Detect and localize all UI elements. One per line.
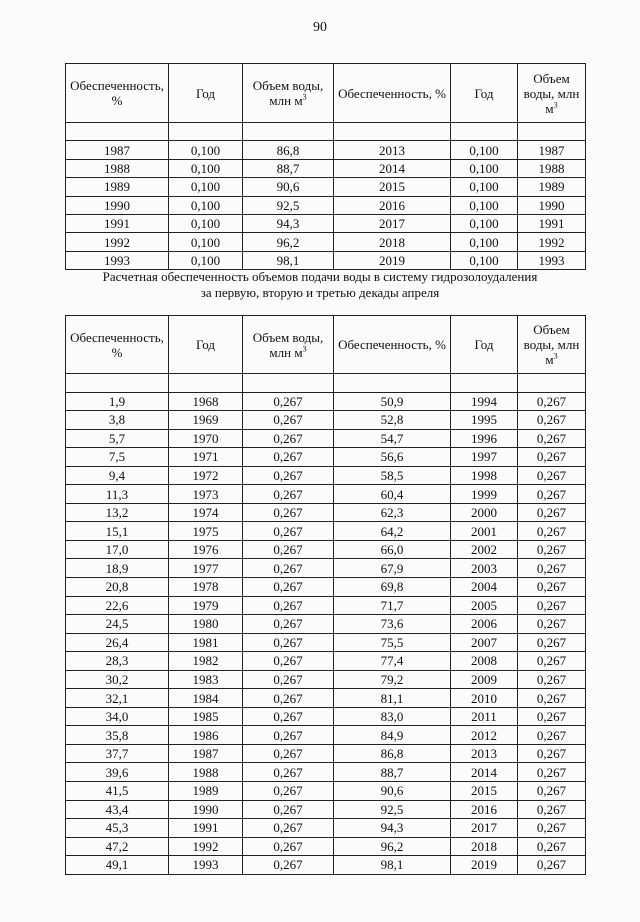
table-cell: 0,267 [243, 670, 334, 689]
table-cell: 2001 [451, 522, 518, 541]
table-cell: 0,267 [518, 763, 586, 782]
table-cell: 0,267 [518, 633, 586, 652]
table-cell: 1989 [66, 178, 169, 196]
table-cell: 0,100 [451, 178, 518, 196]
table-cell: 24,5 [66, 615, 169, 634]
table-cell: 1,9 [66, 392, 169, 411]
table-row [66, 466, 586, 485]
table-row [66, 615, 586, 634]
table-cell: 90,6 [243, 178, 334, 196]
table-cell: 81,1 [334, 689, 451, 708]
table-cell: 2014 [451, 763, 518, 782]
table-cell: 2006 [451, 615, 518, 634]
table-header-row [66, 316, 586, 374]
table-cell: 83,0 [334, 707, 451, 726]
table-cell: 73,6 [334, 615, 451, 634]
table-row [66, 251, 586, 269]
table-cell: 50,9 [334, 392, 451, 411]
table-row [66, 159, 586, 177]
table-row [66, 178, 586, 196]
header-volume-text: Объем воды, млн м [252, 78, 324, 108]
table-cell: 0,267 [243, 707, 334, 726]
separator-cell [66, 123, 169, 141]
table-cell: 11,3 [66, 485, 169, 504]
table-row [66, 689, 586, 708]
table-cell: 69,8 [334, 578, 451, 597]
table-cell: 56,6 [334, 448, 451, 467]
table-cell: 13,2 [66, 503, 169, 522]
table-cell: 1976 [169, 540, 243, 559]
table-cell: 1972 [169, 466, 243, 485]
header-year: Год [169, 316, 243, 374]
separator-cell [169, 374, 243, 393]
table-cell: 1988 [66, 159, 169, 177]
table-cell: 1986 [169, 726, 243, 745]
header-year: Год [451, 316, 518, 374]
table-cell: 94,3 [243, 214, 334, 232]
table-cell: 45,3 [66, 819, 169, 838]
table-cell: 3,8 [66, 411, 169, 430]
header-probability: Обеспеченность, % [334, 316, 451, 374]
table-row [66, 726, 586, 745]
table-row [66, 596, 586, 615]
table-cell: 88,7 [334, 763, 451, 782]
table-cell: 1974 [169, 503, 243, 522]
header-year: Год [451, 64, 518, 123]
table-cell: 0,267 [243, 615, 334, 634]
header-separator [66, 123, 586, 141]
separator-cell [518, 123, 586, 141]
table-cell: 0,267 [518, 559, 586, 578]
table-cell: 0,267 [518, 522, 586, 541]
table-cell: 2014 [334, 159, 451, 177]
table-cell: 1992 [169, 837, 243, 856]
table-cell: 35,8 [66, 726, 169, 745]
table-cell: 20,8 [66, 578, 169, 597]
header-volume [243, 64, 334, 123]
caption-line-2: за первую, вторую и третью декады апреля [200, 285, 440, 300]
table-row [66, 578, 586, 597]
table-cell: 1996 [451, 429, 518, 448]
table-cell: 2008 [451, 652, 518, 671]
table-cell: 2019 [334, 251, 451, 269]
table-cell: 0,267 [243, 466, 334, 485]
table-cell: 0,267 [243, 782, 334, 801]
table-cell: 0,100 [169, 141, 243, 159]
table-cell: 30,2 [66, 670, 169, 689]
table-cell: 47,2 [66, 837, 169, 856]
table-cell: 2009 [451, 670, 518, 689]
table-cell: 2016 [451, 800, 518, 819]
table-row [66, 429, 586, 448]
table-cell: 2000 [451, 503, 518, 522]
table-cell: 5,7 [66, 429, 169, 448]
table-cell: 1982 [169, 652, 243, 671]
table-cell: 0,267 [518, 652, 586, 671]
table-cell: 52,8 [334, 411, 451, 430]
header-year: Год [169, 64, 243, 123]
header-volume-sup: 3 [553, 100, 558, 110]
table-cell: 66,0 [334, 540, 451, 559]
table-cell: 1988 [518, 159, 586, 177]
table-cell: 0,267 [518, 726, 586, 745]
header-probability: Обеспеченность, % [334, 64, 451, 123]
separator-cell [243, 374, 334, 393]
table-cell: 67,9 [334, 559, 451, 578]
table-cell: 0,267 [243, 522, 334, 541]
table-cell: 0,267 [518, 800, 586, 819]
header-probability: Обеспеченность, % [66, 64, 169, 123]
table-cell: 1981 [169, 633, 243, 652]
table-cell: 0,267 [243, 503, 334, 522]
table-cell: 32,1 [66, 689, 169, 708]
table-cell: 1968 [169, 392, 243, 411]
table-cell: 96,2 [334, 837, 451, 856]
header-volume [518, 316, 586, 374]
table-cell: 0,267 [518, 392, 586, 411]
table-row [66, 763, 586, 782]
header-separator [66, 374, 586, 393]
separator-cell [451, 123, 518, 141]
table-cell: 0,267 [243, 448, 334, 467]
separator-cell [451, 374, 518, 393]
table-cell: 1971 [169, 448, 243, 467]
table-cell: 0,100 [169, 214, 243, 232]
table-cell: 1983 [169, 670, 243, 689]
table-cell: 2012 [451, 726, 518, 745]
table-cell: 28,3 [66, 652, 169, 671]
table-cell: 1985 [169, 707, 243, 726]
table-cell: 1990 [169, 800, 243, 819]
table-cell: 0,267 [243, 485, 334, 504]
table-cell: 2004 [451, 578, 518, 597]
table-cell: 2016 [334, 196, 451, 214]
table-cell: 0,100 [451, 251, 518, 269]
page-number: 90 [313, 20, 327, 35]
table-cell: 92,5 [334, 800, 451, 819]
table-row [66, 652, 586, 671]
table-row [66, 503, 586, 522]
separator-cell [66, 374, 169, 393]
table-cell: 79,2 [334, 670, 451, 689]
table-cell: 54,7 [334, 429, 451, 448]
table-row [66, 233, 586, 251]
table-cell: 41,5 [66, 782, 169, 801]
table-cell: 1969 [169, 411, 243, 430]
table-cell: 1997 [451, 448, 518, 467]
separator-cell [518, 374, 586, 393]
table-top [65, 63, 586, 270]
table-row [66, 782, 586, 801]
table-cell: 0,267 [243, 652, 334, 671]
table-row [66, 485, 586, 504]
table-cell: 96,2 [243, 233, 334, 251]
table-cell: 43,4 [66, 800, 169, 819]
table-cell: 0,267 [243, 596, 334, 615]
table-cell: 58,5 [334, 466, 451, 485]
table-cell: 77,4 [334, 652, 451, 671]
table-cell: 0,267 [518, 448, 586, 467]
table-cell: 0,267 [243, 411, 334, 430]
table-row [66, 633, 586, 652]
table-caption [0, 269, 640, 301]
table-cell: 0,267 [518, 540, 586, 559]
separator-cell [243, 123, 334, 141]
table-cell: 0,267 [243, 819, 334, 838]
table-cell: 2005 [451, 596, 518, 615]
table-cell: 0,267 [518, 744, 586, 763]
table-cell: 1980 [169, 615, 243, 634]
table-cell: 2013 [334, 141, 451, 159]
table-cell: 1970 [169, 429, 243, 448]
header-volume-sup: 3 [302, 92, 307, 102]
table-cell: 2010 [451, 689, 518, 708]
table-cell: 22,6 [66, 596, 169, 615]
table-cell: 49,1 [66, 856, 169, 875]
table-cell: 1993 [66, 251, 169, 269]
table-cell: 71,7 [334, 596, 451, 615]
table-cell: 0,267 [243, 540, 334, 559]
table-cell: 0,267 [243, 763, 334, 782]
header-volume-text: Объем воды, млн м [523, 322, 580, 367]
table-cell: 37,7 [66, 744, 169, 763]
table-cell: 94,3 [334, 819, 451, 838]
table-cell: 1987 [66, 141, 169, 159]
table-cell: 1973 [169, 485, 243, 504]
table-cell: 2018 [334, 233, 451, 251]
table-cell: 1990 [66, 196, 169, 214]
table-cell: 1995 [451, 411, 518, 430]
table-cell: 0,267 [518, 429, 586, 448]
table-cell: 0,267 [243, 744, 334, 763]
table-cell: 0,100 [169, 196, 243, 214]
table-cell: 0,100 [169, 178, 243, 196]
table-row [66, 214, 586, 232]
table-cell: 2017 [334, 214, 451, 232]
table-cell: 0,267 [243, 800, 334, 819]
table-row [66, 448, 586, 467]
table-row [66, 837, 586, 856]
table-cell: 2019 [451, 856, 518, 875]
table-cell: 0,267 [243, 578, 334, 597]
table-row [66, 800, 586, 819]
table-cell: 0,267 [243, 856, 334, 875]
table-cell: 2013 [451, 744, 518, 763]
table-cell: 2015 [451, 782, 518, 801]
table-cell: 0,267 [243, 429, 334, 448]
table-cell: 0,267 [518, 707, 586, 726]
table-cell: 1978 [169, 578, 243, 597]
table-cell: 0,100 [451, 196, 518, 214]
table-cell: 84,9 [334, 726, 451, 745]
table-cell: 0,267 [518, 819, 586, 838]
table-cell: 98,1 [243, 251, 334, 269]
table-cell: 1991 [518, 214, 586, 232]
header-volume-sup: 3 [302, 344, 307, 354]
table-cell: 88,7 [243, 159, 334, 177]
table-cell: 0,267 [243, 392, 334, 411]
header-volume [518, 64, 586, 123]
table-row [66, 141, 586, 159]
table-cell: 9,4 [66, 466, 169, 485]
table-cell: 15,1 [66, 522, 169, 541]
table-cell: 1979 [169, 596, 243, 615]
table-cell: 2018 [451, 837, 518, 856]
header-probability: Обеспеченность, % [66, 316, 169, 374]
table-cell: 98,1 [334, 856, 451, 875]
table-cell: 0,100 [451, 214, 518, 232]
table-cell: 75,5 [334, 633, 451, 652]
table-cell: 0,267 [518, 856, 586, 875]
table-cell: 92,5 [243, 196, 334, 214]
table-cell: 1984 [169, 689, 243, 708]
table-row [66, 744, 586, 763]
table-cell: 26,4 [66, 633, 169, 652]
header-volume [243, 316, 334, 374]
table-cell: 1991 [66, 214, 169, 232]
table-row [66, 819, 586, 838]
separator-cell [334, 123, 451, 141]
table-cell: 2011 [451, 707, 518, 726]
table-cell: 1992 [66, 233, 169, 251]
table-cell: 1994 [451, 392, 518, 411]
table-cell: 0,100 [169, 159, 243, 177]
header-volume-text: Объем воды, млн м [523, 70, 580, 116]
table-cell: 2007 [451, 633, 518, 652]
table-cell: 0,267 [518, 596, 586, 615]
table-cell: 1990 [518, 196, 586, 214]
separator-cell [334, 374, 451, 393]
table-cell: 0,267 [518, 503, 586, 522]
table-cell: 2017 [451, 819, 518, 838]
table-cell: 2002 [451, 540, 518, 559]
table-cell: 17,0 [66, 540, 169, 559]
table-row [66, 707, 586, 726]
table-cell: 0,267 [518, 485, 586, 504]
table-row [66, 522, 586, 541]
caption-line-1: Расчетная обеспеченность объемов подачи воды в систему гидрозолоудаления [102, 269, 538, 284]
table-cell: 0,100 [169, 251, 243, 269]
table-cell: 62,3 [334, 503, 451, 522]
table-cell: 2003 [451, 559, 518, 578]
table-cell: 0,267 [518, 782, 586, 801]
table-cell: 1991 [169, 819, 243, 838]
table-row [66, 670, 586, 689]
table-cell: 7,5 [66, 448, 169, 467]
table-cell: 0,267 [243, 689, 334, 708]
table-cell: 0,267 [518, 615, 586, 634]
table-cell: 2015 [334, 178, 451, 196]
table-cell: 1993 [169, 856, 243, 875]
table-cell: 0,267 [243, 633, 334, 652]
table-cell: 0,267 [243, 837, 334, 856]
table-row [66, 559, 586, 578]
table-cell: 0,267 [518, 689, 586, 708]
table-cell: 0,100 [169, 233, 243, 251]
table-cell: 0,267 [518, 466, 586, 485]
separator-cell [169, 123, 243, 141]
table-cell: 0,100 [451, 159, 518, 177]
table-cell: 1992 [518, 233, 586, 251]
table-row [66, 411, 586, 430]
table-bottom [65, 315, 586, 875]
table-cell: 1977 [169, 559, 243, 578]
header-volume-sup: 3 [553, 351, 558, 361]
table-cell: 0,100 [451, 141, 518, 159]
table-cell: 0,267 [243, 559, 334, 578]
table-cell: 1988 [169, 763, 243, 782]
table-cell: 34,0 [66, 707, 169, 726]
table-cell: 1989 [518, 178, 586, 196]
table-row [66, 540, 586, 559]
table-cell: 86,8 [243, 141, 334, 159]
table-cell: 1998 [451, 466, 518, 485]
table-cell: 0,100 [451, 233, 518, 251]
table-cell: 64,2 [334, 522, 451, 541]
table-cell: 1989 [169, 782, 243, 801]
table-row [66, 856, 586, 875]
table-cell: 18,9 [66, 559, 169, 578]
header-volume-text: Объем воды, млн м [252, 329, 324, 360]
table-row [66, 196, 586, 214]
table-cell: 86,8 [334, 744, 451, 763]
table-cell: 0,267 [243, 726, 334, 745]
table-cell: 0,267 [518, 670, 586, 689]
table-row [66, 392, 586, 411]
table-cell: 60,4 [334, 485, 451, 504]
table-header-row [66, 64, 586, 123]
table-cell: 0,267 [518, 578, 586, 597]
table-cell: 90,6 [334, 782, 451, 801]
table-cell: 1999 [451, 485, 518, 504]
table-cell: 39,6 [66, 763, 169, 782]
table-cell: 0,267 [518, 837, 586, 856]
table-cell: 1993 [518, 251, 586, 269]
table-cell: 1975 [169, 522, 243, 541]
table-cell: 0,267 [518, 411, 586, 430]
table-cell: 1987 [518, 141, 586, 159]
table-cell: 1987 [169, 744, 243, 763]
